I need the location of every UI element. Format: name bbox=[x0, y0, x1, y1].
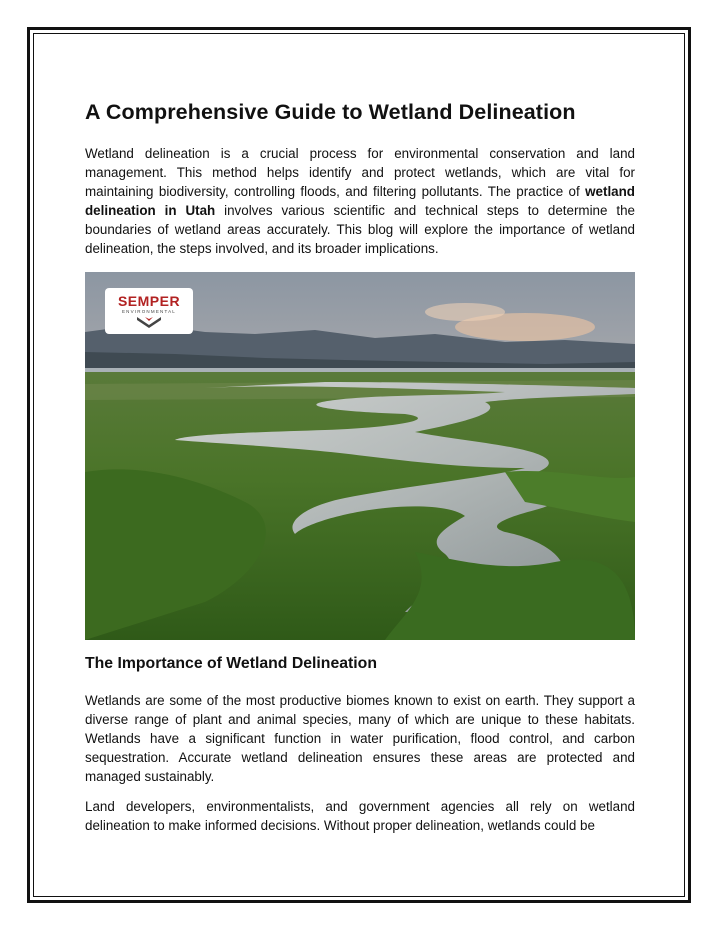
section-paragraph-2: Land developers, environmentalists, and government agencies all rely on wetland delineation to make informed decisions. Without proper delineation, wetlands could be bbox=[85, 799, 635, 833]
section-heading: The Importance of Wetland Delineation bbox=[85, 655, 377, 672]
intro-text-start: Wetland delineation is a crucial process for environmental conservation and land management. This method helps identify and protect wetlands, which are vital for maintaining biodiversity, controlling floods, and filtering pollutants. The practice of bbox=[85, 146, 635, 199]
intro-paragraph bbox=[85, 145, 635, 258]
wetland-photo bbox=[85, 272, 635, 640]
logo-wordmark: SEMPER bbox=[117, 293, 181, 309]
logo-subtext: ENVIRONMENTAL bbox=[121, 309, 177, 314]
logo-chevron-icon bbox=[137, 315, 161, 329]
page-title: A Comprehensive Guide to Wetland Delineation bbox=[85, 100, 576, 124]
intro-text-end: involves various scientific and technical steps to determine the boundaries of wetland areas accurately. This blog will explore the importance of wetland delineation, the steps involved, and its broader implications. bbox=[85, 202, 635, 256]
company-logo bbox=[105, 288, 193, 334]
intro-bold-link-text: wetland delineation in Utah bbox=[85, 183, 635, 218]
section-paragraph-1: Wetlands are some of the most productive biomes known to exist on earth. They support a diverse range of plant and animal species, many of which are unique to these habitats. Wetlands have a significant function in water purification, flood control, and carbon sequestration. Accurate wetland delineation ensures these areas are protected and managed sustainably. bbox=[85, 693, 635, 784]
